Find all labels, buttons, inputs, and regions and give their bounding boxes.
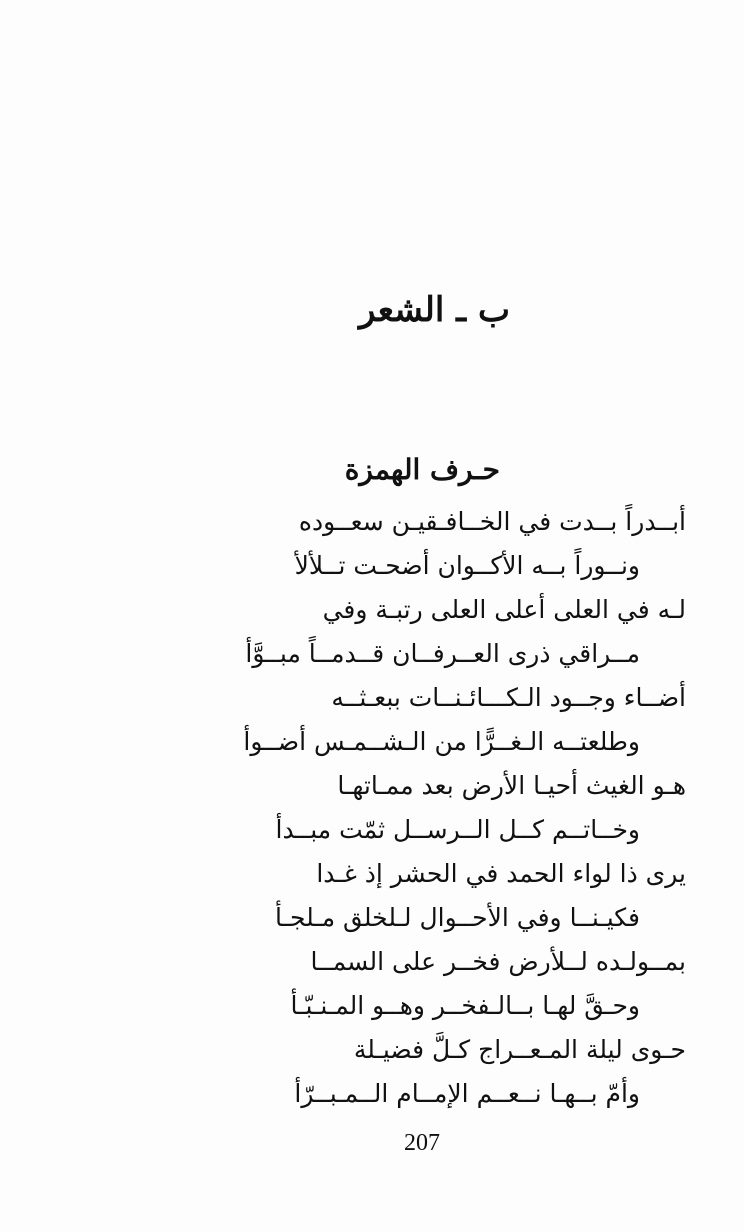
verse-line-2: ونــوراً بــه الأكــوان أضحـت تــلألأ: [294, 551, 640, 580]
verse-line-11: بمــولـده لــلأرض فخــر على السمــا: [310, 947, 686, 976]
verse-line-8: وخــاتــم كــل الــرســل ثمّت مبــدأ: [275, 815, 640, 844]
verse-line-12: وحـقَّ لهـا بــالـفخــر وهــو المـنـبّـأ: [290, 991, 640, 1020]
verse-line-14: وأمّ بــهـا نــعــم الإمــام الــمـبــرّأ: [294, 1079, 640, 1108]
verse-line-13: حـوى ليلة المـعــراج كـلَّ فضيـلة: [353, 1035, 686, 1064]
section-title: ب ـ الشعر: [359, 290, 510, 330]
verse-line-5: أضــاء وجــود الـكـــائـنــات ببعـثــه: [331, 683, 686, 712]
page-number: 207: [404, 1130, 440, 1156]
verse-line-4: مــراقي ذرى العــرفــان قــدمــاً مبــوَّأ: [245, 639, 640, 668]
verse-line-9: يرى ذا لواء الحمد في الحشر إذ غـدا: [316, 859, 686, 888]
chapter-title: حـرف الهمزة: [344, 453, 500, 486]
verse-line-6: وطلعتــه الـغــرًّا من الـشــمـس أضــوأ: [243, 727, 640, 756]
verse-line-3: لـه في العلى أعلى العلى رتبـة وفي: [322, 595, 686, 624]
verse-line-1: أبــدراً بــدت في الخــافـقيـن سعــوده: [298, 507, 686, 536]
verse-line-7: هـو الغيث أحيـا الأرض بعد ممـاتهـا: [337, 771, 686, 800]
verse-line-10: فكيـنــا وفي الأحــوال لـلخلق مـلجـأ: [275, 903, 640, 932]
